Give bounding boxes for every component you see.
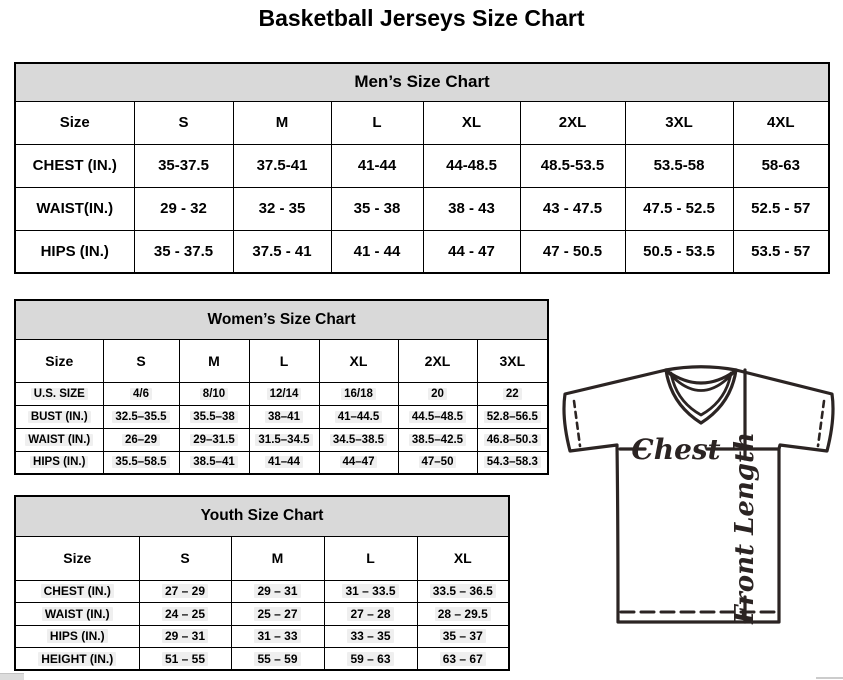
womens-row-label: U.S. SIZE: [15, 382, 103, 405]
mens-column-header: L: [331, 101, 423, 144]
youth-value-cell: 29 – 31: [139, 625, 231, 648]
womens-value-cell: 38.5–41: [179, 451, 249, 474]
jersey-collar-top-edge: [666, 367, 736, 370]
front-length-label: Front Length: [730, 432, 760, 624]
youth-value-cell: 33 – 35: [324, 625, 417, 648]
mens-value-cell: 32 - 35: [233, 187, 331, 230]
youth-data-row: [15, 648, 509, 671]
mens-value-cell: 52.5 - 57: [733, 187, 829, 230]
jersey-measurement-diagram: [555, 356, 843, 636]
mens-value-cell: 29 - 32: [134, 187, 233, 230]
youth-size-header-row: [15, 536, 509, 580]
mens-row-label: HIPS (IN.): [15, 230, 134, 273]
youth-value-cell: 29 – 31: [231, 580, 324, 603]
mens-data-row: [15, 144, 829, 187]
mens-value-cell: 58-63: [733, 144, 829, 187]
womens-data-row: [15, 382, 548, 405]
youth-size-chart-table: [14, 495, 510, 671]
youth-row-label: CHEST (IN.): [15, 580, 139, 603]
womens-value-cell: 35.5–38: [179, 405, 249, 428]
womens-column-header: S: [103, 339, 179, 382]
womens-value-cell: 31.5–34.5: [249, 428, 319, 451]
mens-column-header: 3XL: [625, 101, 733, 144]
youth-value-cell: 55 – 59: [231, 648, 324, 671]
mens-value-cell: 41-44: [331, 144, 423, 187]
mens-column-header: 4XL: [733, 101, 829, 144]
mens-value-cell: 41 - 44: [331, 230, 423, 273]
youth-value-cell: 24 – 25: [139, 603, 231, 626]
youth-value-cell: 31 – 33.5: [324, 580, 417, 603]
womens-value-cell: 32.5–35.5: [103, 405, 179, 428]
youth-data-row: [15, 580, 509, 603]
womens-value-cell: 34.5–38.5: [319, 428, 398, 451]
youth-column-header: M: [231, 536, 324, 580]
mens-value-cell: 35-37.5: [134, 144, 233, 187]
youth-value-cell: 59 – 63: [324, 648, 417, 671]
womens-value-cell: 47–50: [398, 451, 477, 474]
mens-column-header: Size: [15, 101, 134, 144]
womens-value-cell: 44.5–48.5: [398, 405, 477, 428]
mens-column-header: M: [233, 101, 331, 144]
womens-data-row: [15, 428, 548, 451]
mens-value-cell: 47.5 - 52.5: [625, 187, 733, 230]
womens-size-chart-table: [14, 299, 549, 475]
womens-column-header: 3XL: [477, 339, 548, 382]
right-sleeve-stitch-dashes: [818, 401, 824, 446]
youth-value-cell: 51 – 55: [139, 648, 231, 671]
womens-value-cell: 4/6: [103, 382, 179, 405]
youth-value-cell: 33.5 – 36.5: [417, 580, 509, 603]
womens-value-cell: 38–41: [249, 405, 319, 428]
youth-data-row: [15, 603, 509, 626]
womens-value-cell: 41–44.5: [319, 405, 398, 428]
youth-value-cell: 25 – 27: [231, 603, 324, 626]
mens-value-cell: 44 - 47: [423, 230, 520, 273]
jersey-body-outline: [564, 370, 833, 622]
mens-column-header: S: [134, 101, 233, 144]
jersey-outline-drawing: [555, 356, 843, 636]
mens-value-cell: 38 - 43: [423, 187, 520, 230]
youth-value-cell: 27 – 28: [324, 603, 417, 626]
mens-value-cell: 53.5-58: [625, 144, 733, 187]
chest-label: Chest: [631, 433, 721, 466]
womens-value-cell: 8/10: [179, 382, 249, 405]
womens-value-cell: 22: [477, 382, 548, 405]
youth-value-cell: 27 – 29: [139, 580, 231, 603]
youth-chart-title: Youth Size Chart: [15, 496, 509, 536]
womens-column-header: XL: [319, 339, 398, 382]
mens-column-header: XL: [423, 101, 520, 144]
youth-row-label: HEIGHT (IN.): [15, 648, 139, 671]
womens-value-cell: 38.5–42.5: [398, 428, 477, 451]
youth-column-header: XL: [417, 536, 509, 580]
mens-value-cell: 50.5 - 53.5: [625, 230, 733, 273]
womens-size-header-row: [15, 339, 548, 382]
mens-value-cell: 43 - 47.5: [520, 187, 625, 230]
youth-value-cell: 28 – 29.5: [417, 603, 509, 626]
womens-value-cell: 16/18: [319, 382, 398, 405]
womens-value-cell: 52.8–56.5: [477, 405, 548, 428]
youth-value-cell: 31 – 33: [231, 625, 324, 648]
mens-data-row: [15, 187, 829, 230]
mens-column-header: 2XL: [520, 101, 625, 144]
mens-data-row: [15, 230, 829, 273]
page-title: Basketball Jerseys Size Chart: [258, 5, 585, 31]
youth-header-band: [15, 496, 509, 536]
womens-data-row: [15, 451, 548, 474]
youth-column-header: S: [139, 536, 231, 580]
womens-data-row: [15, 405, 548, 428]
womens-column-header: L: [249, 339, 319, 382]
womens-value-cell: 20: [398, 382, 477, 405]
mens-value-cell: 47 - 50.5: [520, 230, 625, 273]
youth-column-header: Size: [15, 536, 139, 580]
youth-column-header: L: [324, 536, 417, 580]
womens-header-band: [15, 300, 548, 339]
mens-value-cell: 48.5-53.5: [520, 144, 625, 187]
mens-header-band: [15, 63, 829, 101]
womens-value-cell: 46.8–50.3: [477, 428, 548, 451]
mens-chart-title: Men’s Size Chart: [15, 63, 829, 101]
womens-value-cell: 35.5–58.5: [103, 451, 179, 474]
youth-data-row: [15, 625, 509, 648]
womens-value-cell: 12/14: [249, 382, 319, 405]
womens-column-header: M: [179, 339, 249, 382]
womens-value-cell: 41–44: [249, 451, 319, 474]
womens-value-cell: 29–31.5: [179, 428, 249, 451]
womens-column-header: 2XL: [398, 339, 477, 382]
womens-row-label: HIPS (IN.): [15, 451, 103, 474]
mens-value-cell: 35 - 37.5: [134, 230, 233, 273]
mens-size-chart-table: [14, 62, 830, 274]
womens-value-cell: 26–29: [103, 428, 179, 451]
womens-value-cell: 54.3–58.3: [477, 451, 548, 474]
mens-size-header-row: [15, 101, 829, 144]
youth-row-label: HIPS (IN.): [15, 625, 139, 648]
left-sleeve-stitch-dashes: [574, 401, 580, 446]
youth-value-cell: 35 – 37: [417, 625, 509, 648]
womens-row-label: WAIST (IN.): [15, 428, 103, 451]
youth-value-cell: 63 – 67: [417, 648, 509, 671]
youth-row-label: WAIST (IN.): [15, 603, 139, 626]
womens-value-cell: 44–47: [319, 451, 398, 474]
mens-value-cell: 37.5 - 41: [233, 230, 331, 273]
womens-column-header: Size: [15, 339, 103, 382]
mens-value-cell: 35 - 38: [331, 187, 423, 230]
womens-row-label: BUST (IN.): [15, 405, 103, 428]
mens-value-cell: 53.5 - 57: [733, 230, 829, 273]
womens-chart-title: Women’s Size Chart: [15, 300, 548, 339]
mens-value-cell: 37.5-41: [233, 144, 331, 187]
mens-row-label: WAIST(IN.): [15, 187, 134, 230]
mens-value-cell: 44-48.5: [423, 144, 520, 187]
mens-row-label: CHEST (IN.): [15, 144, 134, 187]
